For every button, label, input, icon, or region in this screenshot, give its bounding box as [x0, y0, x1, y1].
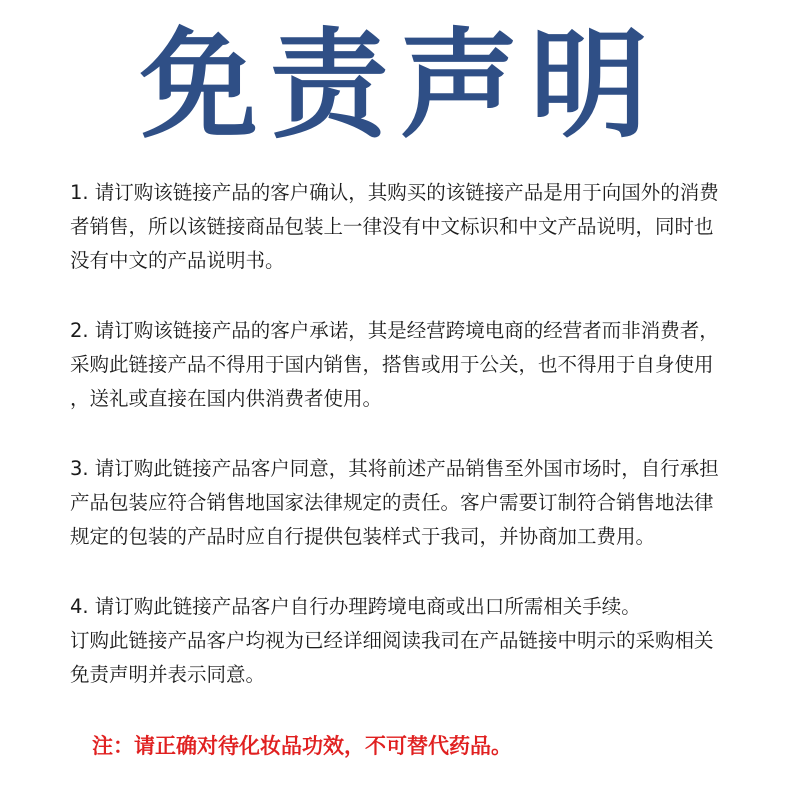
disclaimer-clauses	[70, 176, 730, 692]
clause-3: 3. 请订购此链接产品客户同意，其将前述产品销售至外国市场时，自行承担 产品包装应符合销售地国家法律规定的责任。客户需要订制符合销售地法律 规定的包装的产品时应自行提供包装样式于我司，并协商加工费用。	[70, 457, 719, 548]
clause-4: 4. 请订购此链接产品客户自行办理跨境电商或出口所需相关手续。 订购此链接产品客户均视为已经详细阅读我司在产品链接中明示的采购相关 免责声明并表示同意。	[70, 595, 714, 686]
clause-2: 2. 请订购该链接产品的客户承诺，其是经营跨境电商的经营者而非消费者， 采购此链接产品不得用于国内销售，搭售或用于公关，也不得用于自身使用 ，送礼或直接在国内供消费者使用。	[70, 319, 719, 410]
warning-note: 注：请正确对待化妆品功效，不可替代药品。	[92, 734, 512, 758]
clause-1: 1. 请订购该链接产品的客户确认，其购买的该链接产品是用于向国外的消费 者销售，所以该链接商品包装上一律没有中文标识和中文产品说明，同时也 没有中文的产品说明书。	[70, 181, 719, 272]
page-title: 免责声明	[139, 16, 660, 154]
